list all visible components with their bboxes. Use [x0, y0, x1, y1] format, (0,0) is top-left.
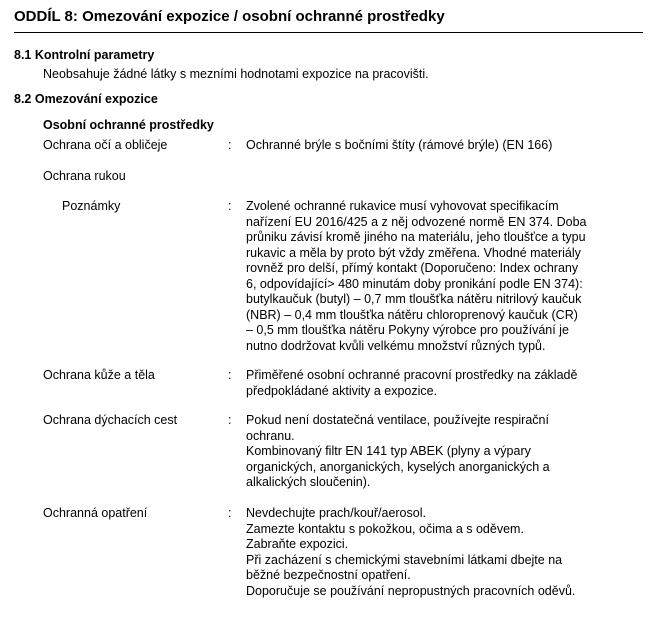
respiratory-protection-value [246, 413, 550, 491]
eye-protection-value: Ochranné brýle s bočními štíty (rámové brýle) (EN 166) [246, 138, 553, 152]
notes-line: 6, odpovídající> 480 minutám doby pronikání podle EN 374): [246, 276, 583, 291]
skin-line: Přiměřené osobní ochranné pracovní prostředky na základě [246, 368, 578, 382]
notes-label: Poznámky [62, 199, 121, 213]
title-divider [14, 32, 643, 33]
notes-line: butylkaučuk (butyl) – 0,7 mm tloušťka nátěru nitrilový kaučuk [246, 292, 582, 306]
notes-line: nařízení EU 2016/425 a z něj odvozené normě EN 374. Doba [246, 214, 587, 229]
notes-colon: : [228, 199, 232, 213]
skin-protection-label: Ochrana kůže a těla [43, 368, 155, 382]
subsection-heading-8-1: 8.1 Kontrolní parametry [14, 48, 155, 62]
notes-value [246, 199, 587, 354]
notes-line: Zvolené ochranné rukavice musí vyhovovat specifikacím [246, 199, 559, 213]
respiratory-line: organických, anorganických, kyselých anorganických a [246, 459, 550, 474]
respiratory-line: alkalických sloučenin). [246, 475, 371, 489]
skin-protection-colon: : [228, 368, 232, 382]
notes-line: (NBR) – 0,4 mm tloušťka nátěru chloroprenový kaučuk (CR) [246, 307, 578, 322]
measures-line: Nevdechujte prach/kouř/aerosol. [246, 506, 426, 520]
notes-line: rovněž pro delší, přímý kontakt (Doporučeno: Index ochrany [246, 261, 579, 275]
measures-line: Doporučuje se používání nepropustných pracovních oděvů. [246, 583, 576, 598]
respiratory-protection-colon: : [228, 413, 232, 427]
respiratory-line: ochranu. [246, 428, 295, 443]
notes-line: rukavic a měla by proto být vždy změřena. Vhodné materiály [246, 245, 581, 260]
eye-protection-label: Ochrana očí a obličeje [43, 138, 168, 152]
eye-protection-colon: : [228, 138, 232, 152]
protective-measures-value [246, 506, 575, 599]
hand-protection-label: Ochrana rukou [43, 169, 126, 183]
measures-line: Zabraňte expozici. [246, 537, 349, 551]
control-parameters-text: Neobsahuje žádné látky s mezními hodnotami expozice na pracovišti. [43, 67, 429, 81]
protective-measures-label: Ochranná opatření [43, 506, 148, 520]
notes-line: – 0,5 mm tloušťka nátěru Pokyny výrobce pro používání je [246, 323, 569, 337]
respiratory-protection-label: Ochrana dýchacích cest [43, 413, 178, 427]
skin-protection-value [246, 368, 577, 399]
measures-line: Při zacházení s chemickými stavebními látkami dbejte na [246, 552, 563, 567]
measures-line: běžné bezpečnostní opatření. [246, 568, 411, 582]
section-title: ODDÍL 8: Omezování expozice / osobní ochranné prostředky [14, 8, 445, 25]
respiratory-line: Kombinovaný filtr EN 141 typ ABEK (plyny a výpary [246, 444, 531, 458]
subsection-heading-8-2: 8.2 Omezování expozice [14, 92, 158, 106]
notes-line: průniku závisí kromě jiného na materiálu, jeho tloušťce a typu [246, 230, 586, 244]
respiratory-line: Pokud není dostatečná ventilace, používejte respirační [246, 413, 549, 427]
notes-line: nutno dodržovat kvůli velkému množství různých typů. [246, 338, 546, 353]
protective-measures-colon: : [228, 506, 232, 520]
skin-line: předpokládané aktivity a expozice. [246, 383, 438, 398]
ppe-heading: Osobní ochranné prostředky [43, 118, 214, 132]
measures-line: Zamezte kontaktu s pokožkou, očima a s oděvem. [246, 521, 524, 536]
